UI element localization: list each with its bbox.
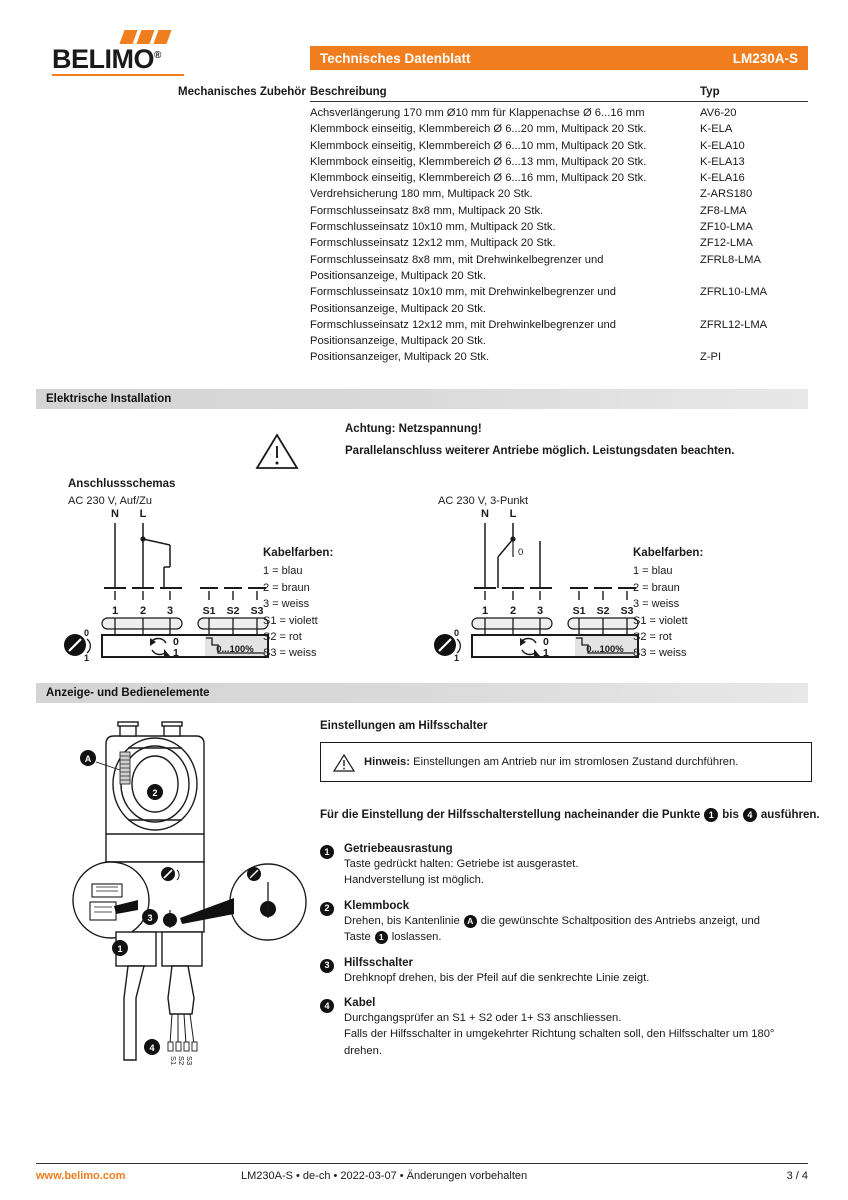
step-line-text: Taste <box>344 931 371 944</box>
hint-box <box>320 742 812 782</box>
step-number-badge: 3 <box>320 959 334 973</box>
cable-color-item: 3 = weiss <box>263 598 310 611</box>
svg-text:4: 4 <box>149 1043 155 1053</box>
svg-text:0: 0 <box>543 636 549 648</box>
table-row <box>310 138 808 154</box>
svg-text:0: 0 <box>84 628 90 638</box>
cable-color-item: S3 = weiss <box>633 647 687 660</box>
step-line-text-after: die gewünschte Schaltposition des Antriebs anzeigt, und <box>480 914 760 927</box>
cell-type: ZF12-LMA <box>700 237 753 250</box>
lead-bullet-1: 1 <box>704 808 718 822</box>
lead-part-2: ausführen. <box>760 809 820 821</box>
step-line-text: Falls der Hilfsschalter in umgekehrter Richtung schalten soll, den Hilfsschalter um 180° <box>344 1028 775 1041</box>
step-heading: Hilfsschalter <box>344 956 414 969</box>
footer-website-link[interactable]: www.belimo.com <box>36 1170 126 1182</box>
svg-text:S3: S3 <box>185 1056 194 1066</box>
cable-color-item: 2 = braun <box>263 581 310 594</box>
logo-slashes-icon <box>122 30 178 44</box>
cable-color-item: S1 = violett <box>263 614 318 627</box>
table-row <box>310 105 808 121</box>
step-line-text-after: loslassen. <box>391 931 442 944</box>
document-title-bar <box>310 46 808 70</box>
cell-type: AV6-20 <box>700 107 737 119</box>
table-header-row <box>310 86 808 102</box>
step-line-text: drehen. <box>344 1044 382 1057</box>
diagram-right-caption: AC 230 V, 3-Punkt <box>438 495 529 507</box>
cable-color-item: S3 = weiss <box>263 647 317 660</box>
cable-colors-right <box>633 545 703 662</box>
step-line-text: Handverstellung ist möglich. <box>344 874 484 887</box>
warning-line-2: Parallelanschluss weiterer Antriebe möglich. Leistungsdaten beachten. <box>345 445 735 457</box>
instruction-steps <box>320 843 820 1070</box>
step-heading: Klemmbock <box>344 899 410 912</box>
svg-text:1: 1 <box>543 647 549 659</box>
column-header-type: Typ <box>700 86 720 98</box>
svg-text:1: 1 <box>84 653 90 663</box>
section-title-electrical: Elektrische Installation <box>46 393 172 405</box>
svg-text:3: 3 <box>147 913 153 923</box>
step-line-text: Drehen, bis Kantenlinie <box>344 914 460 927</box>
cell-type: K-ELA13 <box>700 155 745 168</box>
aux-switch-settings-title: Einstellungen am Hilfsschalter <box>320 720 488 732</box>
cable-colors-title-left: Kabelfarben: <box>263 547 334 559</box>
logo-wordmark: BELIMO® <box>52 44 161 74</box>
cable-colors-left <box>263 545 333 662</box>
cable-color-item: 1 = blau <box>633 565 673 578</box>
warning-triangle-icon <box>255 432 299 470</box>
step-line <box>344 872 820 888</box>
column-header-description: Beschreibung <box>310 86 387 98</box>
table-row <box>310 317 808 350</box>
svg-text:S1: S1 <box>572 605 586 617</box>
cell-type: Z-PI <box>700 351 722 364</box>
inline-badge: A <box>464 915 477 928</box>
cell-description: Klemmbock einseitig, Klemmbereich Ø 6...16 mm, Multipack 20 Stk. <box>310 172 647 185</box>
cell-type: ZF10-LMA <box>700 221 753 234</box>
accessories-label: Mechanisches Zubehör <box>178 86 306 98</box>
step-line <box>344 1010 820 1026</box>
svg-text:2: 2 <box>152 788 158 798</box>
step-line <box>344 1026 820 1042</box>
warning-line-1: Achtung: Netzspannung! <box>345 423 482 435</box>
svg-text:0: 0 <box>518 547 524 558</box>
lead-part-1: Für die Einstellung der Hilfsschalterstellung nacheinander die Punkte <box>320 809 701 821</box>
instructions-lead <box>320 808 820 822</box>
step-number-badge: 2 <box>320 902 334 916</box>
cable-color-item: 1 = blau <box>263 565 303 578</box>
step-line <box>344 970 820 986</box>
footer-divider <box>36 1163 808 1164</box>
step-number-badge: 4 <box>320 999 334 1013</box>
cell-description: Klemmbock einseitig, Klemmbereich Ø 6...20 mm, Multipack 20 Stk. <box>310 123 647 136</box>
step-line-text: Taste gedrückt halten: Getriebe ist ausgerastet. <box>344 858 579 870</box>
registered-mark-icon: ® <box>154 50 161 61</box>
actuator-illustration <box>58 722 320 1066</box>
step-number-badge: 1 <box>320 845 334 859</box>
svg-text:L: L <box>509 508 517 520</box>
cell-type: ZFRL8-LMA <box>700 253 761 266</box>
svg-text:S2: S2 <box>596 605 610 617</box>
hint-label: Hinweis: <box>364 756 411 768</box>
step-line <box>344 913 820 929</box>
table-row <box>310 186 808 202</box>
cell-type: ZFRL12-LMA <box>700 318 768 331</box>
svg-text:N: N <box>481 508 489 520</box>
section-band-electrical <box>36 389 808 409</box>
cell-description: Formschlusseinsatz 8x8 mm, mit Drehwinkelbegrenzer und Positionsanzeige, Multipack 20 Stk. <box>310 253 604 282</box>
hint-warning-icon <box>333 753 355 772</box>
inline-badge: 1 <box>375 931 388 944</box>
cell-type: ZFRL10-LMA <box>700 286 768 299</box>
table-row <box>310 203 808 219</box>
cell-description: Klemmbock einseitig, Klemmbereich Ø 6...13 mm, Multipack 20 Stk. <box>310 155 647 168</box>
svg-text:S2: S2 <box>177 1056 186 1066</box>
step-line <box>344 929 820 945</box>
cable-color-item: 2 = braun <box>633 581 680 594</box>
svg-text:L: L <box>139 508 147 520</box>
svg-text:S2: S2 <box>226 605 240 617</box>
page-header <box>0 0 848 92</box>
cell-type: K-ELA16 <box>700 172 745 185</box>
cell-description: Formschlusseinsatz 12x12 mm, mit Drehwinkelbegrenzer und Positionsanzeige, Multipack 20 Stk. <box>310 318 616 348</box>
svg-text:0: 0 <box>454 628 460 638</box>
cell-description: Formschlusseinsatz 8x8 mm, Multipack 20 Stk. <box>310 204 544 217</box>
cell-description: Formschlusseinsatz 10x10 mm, mit Drehwinkelbegrenzer und Positionsanzeige, Multipack 20 Stk. <box>310 286 616 315</box>
cell-description: Positionsanzeiger, Multipack 20 Stk. <box>310 351 490 364</box>
svg-text:2: 2 <box>139 605 147 617</box>
svg-text:1: 1 <box>117 944 123 954</box>
page-footer <box>36 1170 808 1182</box>
svg-text:0...100%: 0...100% <box>586 644 624 655</box>
cell-type: Z-ARS180 <box>700 188 753 201</box>
svg-text:1: 1 <box>173 647 179 659</box>
table-row <box>310 235 808 251</box>
cable-color-item: S2 = rot <box>633 631 672 644</box>
step-line-text: Drehknopf drehen, bis der Pfeil auf die senkrechte Linie zeigt. <box>344 971 650 984</box>
instruction-step <box>320 997 820 1059</box>
cable-color-item: S2 = rot <box>263 631 302 644</box>
step-heading: Kabel <box>344 997 376 1010</box>
svg-text:0...100%: 0...100% <box>216 644 254 655</box>
table-row <box>310 219 808 235</box>
belimo-logo <box>52 30 184 78</box>
svg-text:S1: S1 <box>202 605 216 617</box>
step-heading: Getriebeausrastung <box>344 843 453 855</box>
svg-text:A: A <box>84 754 92 764</box>
lead-mid: bis <box>722 809 739 821</box>
wiring-schemas-title: Anschlussschemas <box>68 478 176 490</box>
part-number: LM230A-S <box>732 50 798 66</box>
section-band-controls <box>36 683 808 703</box>
footer-center-text: LM230A-S • de-ch • 2022-03-07 • Änderungen vorbehalten <box>241 1170 528 1182</box>
cable-color-item: S1 = violett <box>633 614 688 627</box>
svg-text:1: 1 <box>454 653 460 663</box>
hint-text <box>364 756 738 768</box>
cell-description: Achsverlängerung 170 mm Ø10 mm für Klappenachse Ø 6...16 mm <box>310 107 645 119</box>
step-line-text: Durchgangsprüfer an S1 + S2 oder 1+ S3 anschliessen. <box>344 1012 622 1025</box>
cell-description: Verdrehsicherung 180 mm, Multipack 20 Stk. <box>310 188 533 201</box>
document-title: Technisches Datenblatt <box>320 50 471 66</box>
cell-description: Formschlusseinsatz 10x10 mm, Multipack 20 Stk. <box>310 221 556 234</box>
svg-text:3: 3 <box>166 605 174 617</box>
cell-description: Formschlusseinsatz 12x12 mm, Multipack 20 Stk. <box>310 237 556 250</box>
step-line <box>344 1043 820 1059</box>
svg-text:S1: S1 <box>169 1056 178 1066</box>
cable-color-item: 3 = weiss <box>633 598 680 611</box>
table-body <box>310 102 808 366</box>
cell-type: ZF8-LMA <box>700 204 747 217</box>
svg-text:0: 0 <box>173 636 179 648</box>
table-row <box>310 349 808 365</box>
cell-description: Klemmbock einseitig, Klemmbereich Ø 6...10 mm, Multipack 20 Stk. <box>310 139 647 152</box>
table-row <box>310 121 808 137</box>
cell-type: K-ELA <box>700 123 733 136</box>
logo-underline <box>52 74 184 76</box>
svg-text:N: N <box>111 508 119 520</box>
warning-text <box>345 418 734 462</box>
instruction-step <box>320 843 820 889</box>
svg-text:1: 1 <box>481 605 489 617</box>
svg-text:S3: S3 <box>620 605 634 617</box>
diagram-left-caption: AC 230 V, Auf/Zu <box>68 495 152 507</box>
svg-text:3: 3 <box>536 605 544 617</box>
svg-text:2: 2 <box>509 605 517 617</box>
hint-body: Einstellungen am Antrieb nur im stromlosen Zustand durchführen. <box>410 756 739 768</box>
cell-type: K-ELA10 <box>700 139 745 152</box>
step-line <box>344 856 820 872</box>
accessories-table <box>310 86 808 366</box>
instruction-step <box>320 900 820 946</box>
cable-colors-title-right: Kabelfarben: <box>633 547 704 559</box>
instruction-step <box>320 957 820 986</box>
table-row <box>310 252 808 285</box>
table-row <box>310 284 808 317</box>
table-row <box>310 154 808 170</box>
footer-page-number: 3 / 4 <box>786 1170 808 1182</box>
svg-text:S3: S3 <box>250 605 264 617</box>
section-title-controls: Anzeige- und Bedienelemente <box>46 687 210 699</box>
lead-bullet-2: 4 <box>743 808 757 822</box>
table-row <box>310 170 808 186</box>
svg-text:1: 1 <box>111 605 119 617</box>
